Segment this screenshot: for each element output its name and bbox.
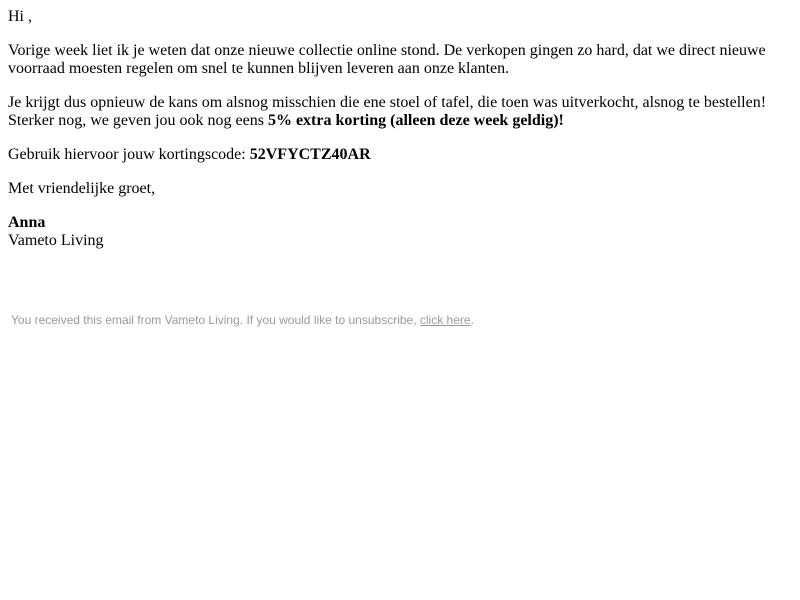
signature [8, 214, 783, 250]
signature-company: Vameto Living [8, 232, 104, 249]
paragraph-new-collection: Vorige week liet ik je weten dat onze nieuwe collectie online stond. De verkopen gingen zo hard, dat we direct nieuwe voorraad moesten regelen om snel te kunnen blijven leveren aan onze klanten. [8, 42, 766, 77]
footer-period: . [470, 313, 474, 327]
discount-code-label: Gebruik hiervoor jouw kortingscode: [8, 146, 250, 163]
signature-name: Anna [8, 214, 46, 231]
discount-code: 52VFYCTZ40AR [249, 146, 371, 163]
closing: Met vriendelijke groet, [8, 180, 156, 197]
greeting: Hi , [8, 8, 32, 25]
paragraph-discount-code [8, 146, 783, 164]
unsubscribe-footer [11, 313, 474, 327]
offer-intro-text: Je krijgt dus opnieuw de kans om alsnog misschien die ene stoel of tafel, die toen was uitverkocht, alsnog te bestellen! Sterker nog, we geven jou ook nog eens [8, 94, 767, 129]
paragraph-offer [8, 94, 783, 130]
unsubscribe-link[interactable]: click here [419, 313, 471, 327]
email-body [8, 8, 783, 250]
discount-highlight: 5% extra korting (alleen deze week geldig)! [267, 112, 564, 129]
footer-text: You received this email from Vameto Living. If you would like to unsubscribe, [11, 313, 420, 327]
